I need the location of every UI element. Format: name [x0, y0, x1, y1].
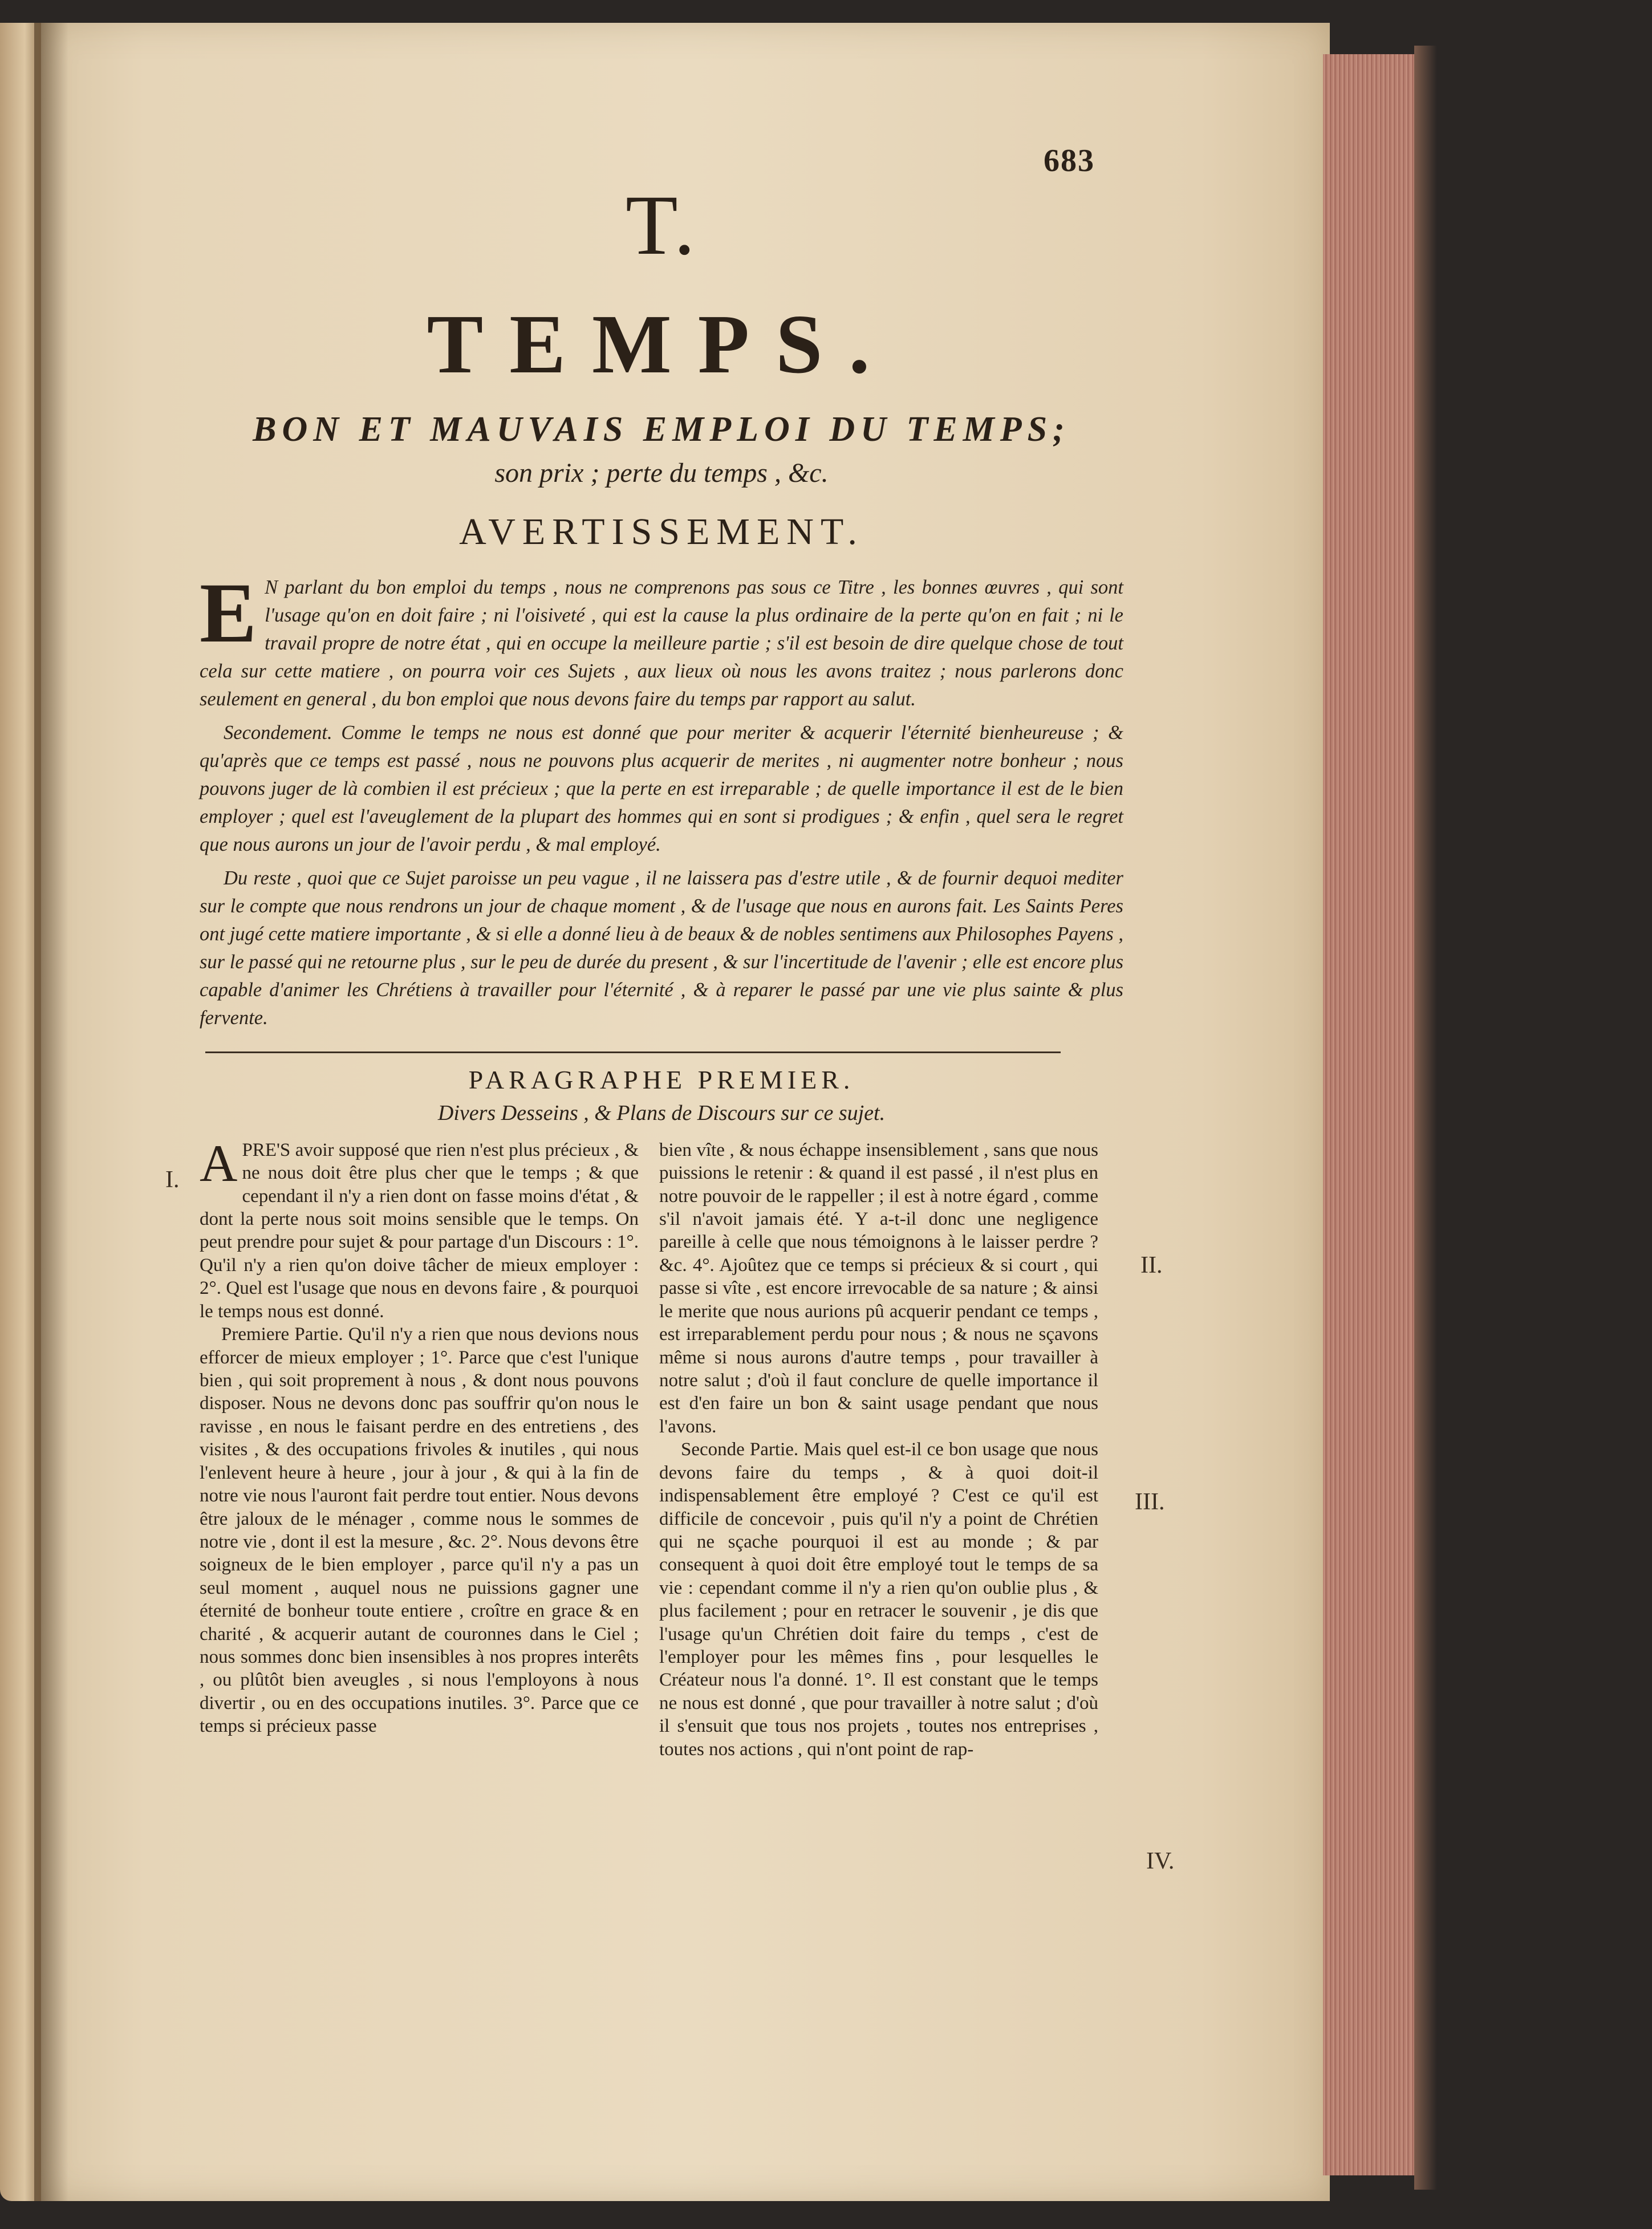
column-left-paragraph-1: [200, 1134, 639, 1323]
notice-paragraph-1: [200, 566, 1123, 713]
paragraph-subheading: Divers Desseins , & Plans de Discours sur ce sujet.: [437, 1101, 886, 1125]
text-block: [200, 137, 1123, 1761]
notice-text: [200, 566, 1123, 1032]
section-letter: T.: [626, 178, 697, 273]
column-left-paragraph-2: Premiere Partie. Qu'il n'y a rien que nous devions nous efforcer de mieux employer ; 1°. Parce que c'est l'unique bien , qui soit proprement à nous , & dont nous pouvons disposer. Nous ne devons donc pas souffrir qu'on nous le ravisse , en nous le faisant perdre en des entretiens , des visites , & des occupations frivoles & inutiles , qui nous l'enlevent heure à heure , jour à jour , & qui à la fin de notre vie nous l'auront fait perdre tout entier. Nous devons être jaloux de le ménager , comme nous le sommes de notre vie , dont il est la mesure , &c. 2°. Nous devons être soigneux de le bien employer , parce qu'il n'y a pas un seul moment , auquel nous ne puissions gagner une éternité de bonheur toute entiere , croître en grace & en charité , & acquerir autant de couronnes dans le Ciel ; nous sommes donc bien insensibles à nos propres interêts , ou plûtôt bien aveugles , si nous l'employons à nous divertir , ou en des occupations inutiles. 3°. Parce que ce temps si précieux passe: [200, 1324, 639, 1737]
notice-heading: AVERTISSEMENT.: [459, 511, 864, 553]
margin-mark-2: II.: [1140, 1252, 1163, 1278]
paragraph-heading: PARAGRAPHE PREMIER.: [468, 1065, 855, 1094]
column-right-paragraph-2: Seconde Partie. Mais quel est-il ce bon usage que nous devons faire du temps , & à quoi doit-il indispensablement être employé ? C'est ce qu'il est difficile de concevoir , puis qu'il n'y a point de Chrétien qui ne sçache pourquoi il est au monde ; & par consequent à quoi doit être employé tout le temps de sa vie : cependant comme il n'y a rien qu'on oublie plus , & plus facilement ; pour en retracer le souvenir , je dis que l'usage qu'un Chrétien doit faire du temps , c'est de l'employer pour les mêmes fins , pour lesquelles le Créateur nous l'a donné. 1°. Il est constant que le temps ne nous est donné , que pour travailler à notre salut ; d'où il s'ensuit que tous nos projets , toutes nos entreprises , toutes nos actions , qui n'ont point de rap-: [659, 1439, 1098, 1760]
margin-mark-4: IV.: [1146, 1848, 1175, 1874]
two-column-text: [200, 1134, 1123, 1761]
notice-paragraph-3: Du reste , quoi que ce Sujet paroisse un peu vague , il ne laissera pas d'estre utile , & de fournir dequoi mediter sur le compte que nous rendrons un jour de chaque moment , & de l'usage que nous en aurons fait. Les Saints Peres ont jugé cette matiere importante , & si elle a donné lieu à de beaux & de nobles sentimens aux Philosophes Payens , sur le passé qui ne retourne plus , sur le peu de durée du present , & sur l'incertitude de l'avenir ; elle est encore plus capable d'animer les Chrétiens à travailler pour l'éternité , & à reparer le passé par une vie plus sainte & plus fervente.: [200, 867, 1123, 1029]
subtitle-secondary: son prix ; perte du temps , &c.: [494, 458, 829, 488]
page-edges: [1323, 54, 1420, 2175]
column-right: [659, 1139, 1098, 1761]
book-edge-shadow: [1414, 46, 1437, 2190]
column-right-paragraph-1: bien vîte , & nous échappe insensiblement , sans que nous puissions le retenir : & quand il est passé , il n'est plus en notre pouvoir de le rappeller ; il est à notre égard , comme s'il n'avoit jamais été. Y a-t-il donc une negligence pareille à celle que nous témoignons à le laisser perdre ? &c. 4°. Ajoûtez que ce temps si précieux & si court , qui passe si vîte , est encore irrevocable de sa nature ; & ainsi le merite que nous aurions pû acquerir pendant ce temps , est irreparablement perdu pour nous ; & nous ne sçavons même si nous aurons d'autre temps , pour travailler à notre salut ; d'où il faut conclure de quelle importance il est d'en faire un bon & saint usage pendant que nous l'avons.: [659, 1139, 1098, 1437]
dropcap: E: [200, 566, 257, 660]
page-gutter-shadow: [34, 23, 68, 2201]
column-left: [200, 1134, 639, 1761]
column-left-paragraph-1-text: PRE'S avoir supposé que rien n'est plus précieux , & ne nous doit être plus cher que le temps ; & que cependant il n'y a rien dont on fasse moins d'état , & dont la perte nous soit moins sensible que le temps. On peut prendre pour sujet & pour partage d'un Discours : 1°. Qu'il n'y a rien qu'on doive tâcher de mieux employer : 2°. Quel est l'usage que nous en devons faire , & pourquoi le temps nous est donné.: [200, 1139, 639, 1322]
page-number: 683: [1044, 143, 1095, 178]
margin-mark-3: III.: [1135, 1489, 1165, 1515]
dropcap: A: [200, 1134, 238, 1192]
subtitle: BON ET MAUVAIS EMPLOI DU TEMPS;: [253, 410, 1070, 449]
section-divider: [205, 1051, 1061, 1053]
margin-mark-1: I.: [165, 1167, 180, 1193]
page-title: TEMPS.: [427, 298, 896, 391]
notice-paragraph-2: Secondement. Comme le temps ne nous est donné que pour meriter & acquerir l'éternité bienheureuse ; & qu'après que ce temps est passé , nous ne pouvons plus acquerir de merites , ni augmenter notre bonheur ; nous pouvons juger de là combien il est précieux ; que la perte en est irreparable ; de quelle importance il est de le bien employer ; quel est l'aveuglement de la plupart des hommes qui en sont si prodigues ; & enfin , quel sera le regret que nous aurons un jour de l'avoir perdu , & mal employé.: [200, 721, 1123, 855]
notice-paragraph-1-text: N parlant du bon emploi du temps , nous ne comprenons pas sous ce Titre , les bonnes œuvres , qui sont l'usage qu'on en doit faire ; ni l'oisiveté , qui est la cause la plus ordinaire de la perte qu'on en fait ; ni le travail propre de notre état , qui en occupe la meilleure partie ; s'il est besoin de dire quelque chose de tout cela sur cette matiere , on pourra voir ces Sujets , aux lieux où nous les avons traitez ; nous parlerons donc seulement en general , du bon emploi que nous devons faire du temps par rapport au salut.: [200, 576, 1123, 710]
